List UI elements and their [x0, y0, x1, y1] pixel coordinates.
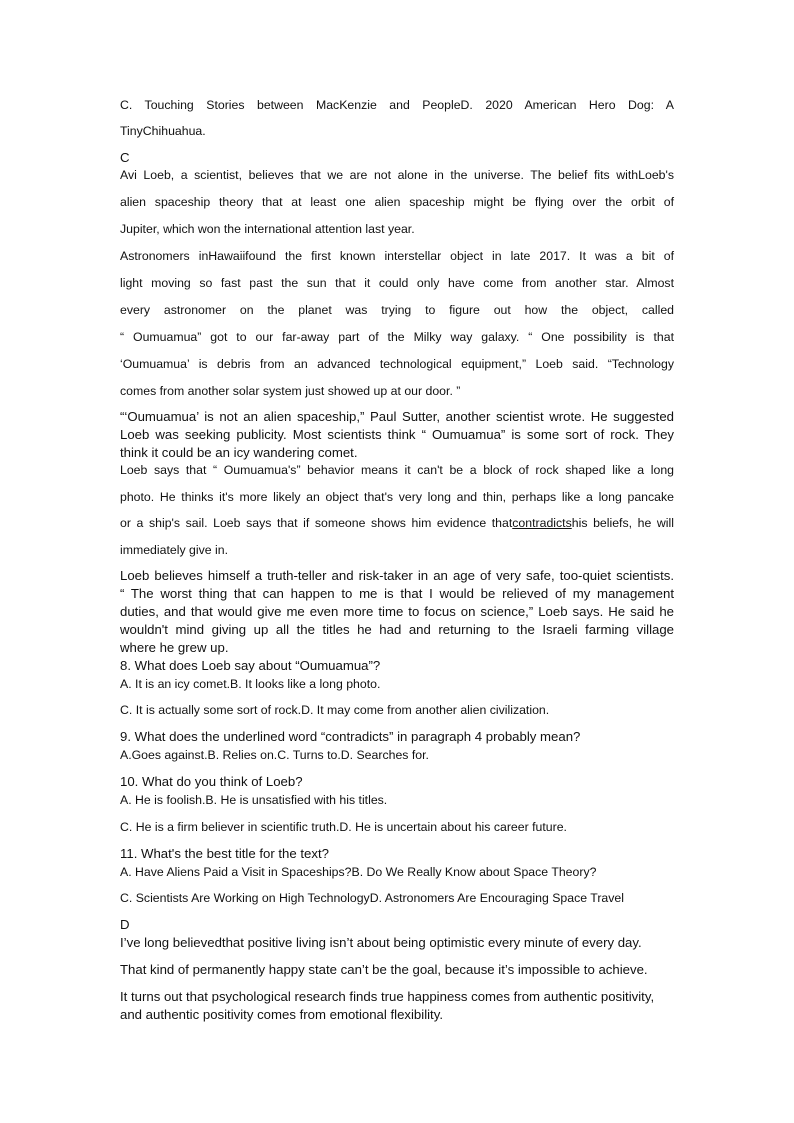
question-option: C. Scientists Are Working on High TechnologyD. Astronomers Are Encouraging Space Travel [120, 891, 624, 905]
paragraph-line: It turns out that psychological research finds true happiness comes from authentic positivity, [120, 989, 655, 1004]
prev-options-line: TinyChihuahua. [120, 124, 206, 138]
paragraph-line: Loeb believes himself a truth-teller and risk-taker in an age of very safe, too-quiet scientists. [120, 568, 674, 583]
question-option: A. Have Aliens Paid a Visit in Spaceships?B. Do We Really Know about Space Theory? [120, 865, 597, 879]
paragraph-line: Jupiter, which won the international attention last year. [120, 222, 415, 236]
passage-label: C [120, 150, 130, 165]
paragraph-line: and authentic positivity comes from emotional flexibility. [120, 1007, 443, 1022]
paragraph-line: Loeb says that “ Oumuamua's” behavior means it can't be a block of rock shaped like a long [120, 463, 674, 477]
question-stem: 9. What does the underlined word “contradicts” in paragraph 4 probably mean? [120, 729, 581, 744]
passage-label: D [120, 917, 130, 932]
paragraph-line: Loeb was seeking publicity. Most scientists think “ Oumuamua” is some sort of rock. They [120, 427, 674, 442]
question-option: C. He is a firm believer in scientific truth.D. He is uncertain about his career future. [120, 820, 567, 834]
prev-options-line: C. Touching Stories between MacKenzie and PeopleD. 2020 American Hero Dog: A [120, 98, 674, 112]
question-option: A. It is an icy comet.B. It looks like a long photo. [120, 677, 381, 691]
paragraph-line: That kind of permanently happy state can’t be the goal, because it’s impossible to achieve. [120, 962, 648, 977]
question-option: A.Goes against.B. Relies on.C. Turns to.D. Searches for. [120, 748, 429, 762]
question-option: A. He is foolish.B. He is unsatisfied with his titles. [120, 793, 388, 807]
paragraph-line: “ Oumuamua” got to our far-away part of the Milky way galaxy. “ One possibility is that [120, 330, 674, 344]
paragraph-line: light moving so fast past the sun that it could only have come from another star. Almost [120, 276, 674, 290]
text-run: his beliefs, he will [571, 516, 675, 530]
paragraph-line: think it could be an icy wandering comet. [120, 445, 358, 460]
paragraph-line: “ The worst thing that can happen to me is that I would be relieved of my management [120, 586, 674, 601]
question-stem: 10. What do you think of Loeb? [120, 774, 303, 789]
paragraph-line [120, 514, 674, 532]
question-stem: 11. What's the best title for the text? [120, 846, 329, 861]
text-run: or a ship's sail. Loeb says that if someone shows him evidence that [120, 516, 513, 530]
paragraph-line: I’ve long believedthat positive living isn’t about being optimistic every minute of every day. [120, 935, 642, 950]
question-stem: 8. What does Loeb say about “Oumuamua”? [120, 658, 381, 673]
paragraph-line: alien spaceship theory that at least one alien spaceship might be flying over the orbit of [120, 195, 674, 209]
question-option: C. It is actually some sort of rock.D. It may come from another alien civilization. [120, 703, 550, 717]
paragraph-line: “‘Oumuamua’ is not an alien spaceship,” Paul Sutter, another scientist wrote. He suggested [120, 409, 674, 424]
paragraph-line: duties, and that would give me even more time to focus on science,” Loeb says. He said he [120, 604, 674, 619]
paragraph-line: wouldn't mind giving up all the titles he had and returning to the Israeli farming village [120, 622, 674, 637]
paragraph-line: every astronomer on the planet was trying to figure out how the object, called [120, 303, 674, 317]
paragraph-line: where he grew up. [120, 640, 229, 655]
paragraph-line: Astronomers inHawaiifound the first known interstellar object in late 2017. It was a bit of [120, 249, 674, 263]
paragraph-line: Avi Loeb, a scientist, believes that we are not alone in the universe. The belief fits withLoeb's [120, 168, 674, 182]
paragraph-line: comes from another solar system just showed up at our door. ” [120, 384, 461, 398]
paragraph-line: ‘Oumuamua’ is debris from an advanced technological equipment,” Loeb said. “Technology [120, 357, 674, 371]
paragraph-line: immediately give in. [120, 543, 228, 557]
underlined-word: contradicts [512, 516, 572, 530]
paragraph-line: photo. He thinks it's more likely an object that's very long and thin, perhaps like a long pancake [120, 490, 674, 504]
